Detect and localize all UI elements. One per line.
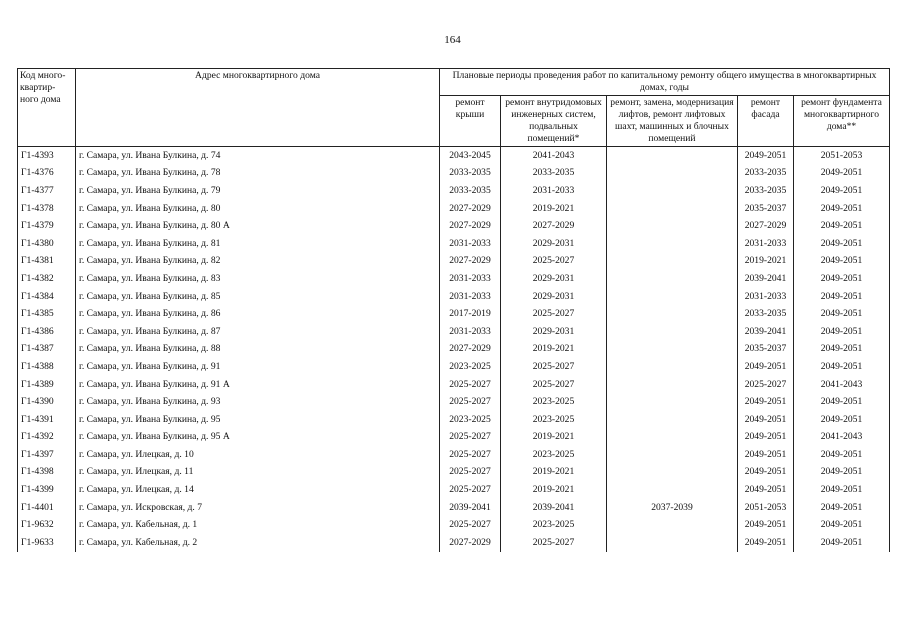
header-code: Код много-квартир-ного дома: [18, 69, 76, 147]
cell-address: г. Самара, ул. Ивана Булкина, д. 91 А: [76, 376, 440, 394]
table-row: [18, 253, 890, 271]
cell-foundation: 2049-2051: [794, 305, 890, 323]
cell-foundation: 2049-2051: [794, 165, 890, 183]
cell-address: г. Самара, ул. Кабельная, д. 1: [76, 516, 440, 534]
cell-roof: 2027-2029: [440, 253, 501, 271]
table-row: [18, 446, 890, 464]
cell-foundation: 2049-2051: [794, 200, 890, 218]
cell-code: Г1-4380: [18, 235, 76, 253]
cell-engineering: 2033-2035: [501, 165, 607, 183]
cell-address: г. Самара, ул. Ивана Булкина, д. 78: [76, 165, 440, 183]
cell-address: г. Самара, ул. Ивана Булкина, д. 95: [76, 411, 440, 429]
table-row: [18, 376, 890, 394]
cell-code: Г1-9632: [18, 516, 76, 534]
header-engineering: ремонт внутридомовых инженерных систем, подвальных помещений*: [501, 96, 607, 147]
table-header: [18, 69, 890, 147]
cell-elevators: [607, 165, 738, 183]
cell-roof: 2039-2041: [440, 499, 501, 517]
cell-engineering: 2041-2043: [501, 147, 607, 165]
cell-facade: 2049-2051: [738, 429, 794, 447]
table-row: [18, 393, 890, 411]
cell-code: Г1-4386: [18, 323, 76, 341]
cell-facade: 2033-2035: [738, 165, 794, 183]
cell-roof: 2027-2029: [440, 200, 501, 218]
cell-code: Г1-4401: [18, 499, 76, 517]
cell-code: Г1-4385: [18, 305, 76, 323]
cell-roof: 2027-2029: [440, 341, 501, 359]
cell-elevators: [607, 235, 738, 253]
cell-roof: 2017-2019: [440, 305, 501, 323]
cell-engineering: 2023-2025: [501, 393, 607, 411]
cell-code: Г1-4384: [18, 288, 76, 306]
cell-code: Г1-4399: [18, 481, 76, 499]
cell-elevators: [607, 358, 738, 376]
table-row: [18, 429, 890, 447]
cell-engineering: 2029-2031: [501, 270, 607, 288]
cell-foundation: 2049-2051: [794, 182, 890, 200]
cell-roof: 2031-2033: [440, 235, 501, 253]
table-row: [18, 411, 890, 429]
cell-facade: 2031-2033: [738, 235, 794, 253]
cell-roof: 2031-2033: [440, 323, 501, 341]
header-address: Адрес многоквартирного дома: [76, 69, 440, 147]
cell-facade: 2035-2037: [738, 200, 794, 218]
cell-foundation: 2049-2051: [794, 481, 890, 499]
cell-facade: 2039-2041: [738, 323, 794, 341]
cell-code: Г1-4388: [18, 358, 76, 376]
cell-engineering: 2025-2027: [501, 534, 607, 552]
cell-roof: 2025-2027: [440, 464, 501, 482]
cell-engineering: 2023-2025: [501, 516, 607, 534]
cell-address: г. Самара, ул. Ивана Булкина, д. 80: [76, 200, 440, 218]
cell-address: г. Самара, ул. Ивана Булкина, д. 91: [76, 358, 440, 376]
table-row: [18, 481, 890, 499]
cell-facade: 2025-2027: [738, 376, 794, 394]
cell-elevators: [607, 446, 738, 464]
cell-elevators: [607, 270, 738, 288]
cell-engineering: 2019-2021: [501, 341, 607, 359]
cell-facade: 2049-2051: [738, 393, 794, 411]
cell-address: г. Самара, ул. Ивана Булкина, д. 86: [76, 305, 440, 323]
repair-schedule-table: [17, 68, 890, 552]
cell-code: Г1-4398: [18, 464, 76, 482]
table-row: [18, 165, 890, 183]
cell-roof: 2027-2029: [440, 217, 501, 235]
cell-roof: 2025-2027: [440, 429, 501, 447]
cell-elevators: [607, 411, 738, 429]
cell-elevators: [607, 288, 738, 306]
cell-foundation: 2049-2051: [794, 288, 890, 306]
cell-elevators: [607, 516, 738, 534]
cell-facade: 2049-2051: [738, 481, 794, 499]
cell-elevators: 2037-2039: [607, 499, 738, 517]
cell-engineering: 2019-2021: [501, 429, 607, 447]
cell-address: г. Самара, ул. Кабельная, д. 2: [76, 534, 440, 552]
table-row: [18, 516, 890, 534]
cell-address: г. Самара, ул. Илецкая, д. 10: [76, 446, 440, 464]
cell-facade: 2039-2041: [738, 270, 794, 288]
cell-elevators: [607, 464, 738, 482]
cell-address: г. Самара, ул. Ивана Булкина, д. 81: [76, 235, 440, 253]
cell-roof: 2033-2035: [440, 182, 501, 200]
page-number: 164: [444, 34, 461, 46]
cell-foundation: 2049-2051: [794, 446, 890, 464]
cell-foundation: 2041-2043: [794, 376, 890, 394]
table-row: [18, 147, 890, 165]
cell-roof: 2025-2027: [440, 446, 501, 464]
cell-address: г. Самара, ул. Ивана Булкина, д. 95 А: [76, 429, 440, 447]
cell-facade: 2049-2051: [738, 411, 794, 429]
cell-foundation: 2049-2051: [794, 358, 890, 376]
table-row: [18, 235, 890, 253]
cell-engineering: 2025-2027: [501, 358, 607, 376]
cell-facade: 2033-2035: [738, 305, 794, 323]
cell-address: г. Самара, ул. Ивана Булкина, д. 79: [76, 182, 440, 200]
cell-facade: 2019-2021: [738, 253, 794, 271]
cell-engineering: 2025-2027: [501, 253, 607, 271]
cell-engineering: 2029-2031: [501, 235, 607, 253]
cell-elevators: [607, 534, 738, 552]
cell-foundation: 2049-2051: [794, 323, 890, 341]
cell-roof: 2025-2027: [440, 376, 501, 394]
cell-facade: 2049-2051: [738, 464, 794, 482]
cell-code: Г1-4379: [18, 217, 76, 235]
cell-address: г. Самара, ул. Ивана Булкина, д. 83: [76, 270, 440, 288]
table-row: [18, 534, 890, 552]
cell-code: Г1-4392: [18, 429, 76, 447]
cell-roof: 2043-2045: [440, 147, 501, 165]
cell-roof: 2025-2027: [440, 516, 501, 534]
cell-elevators: [607, 481, 738, 499]
table-row: [18, 270, 890, 288]
cell-engineering: 2023-2025: [501, 411, 607, 429]
cell-elevators: [607, 429, 738, 447]
cell-engineering: 2019-2021: [501, 200, 607, 218]
cell-roof: 2031-2033: [440, 270, 501, 288]
cell-address: г. Самара, ул. Ивана Булкина, д. 80 А: [76, 217, 440, 235]
cell-code: Г1-4377: [18, 182, 76, 200]
table-row: [18, 499, 890, 517]
cell-elevators: [607, 341, 738, 359]
table-row: [18, 341, 890, 359]
cell-engineering: 2025-2027: [501, 376, 607, 394]
cell-elevators: [607, 200, 738, 218]
cell-foundation: 2049-2051: [794, 253, 890, 271]
header-roof: ремонт крыши: [440, 96, 501, 147]
header-facade: ремонт фасада: [738, 96, 794, 147]
cell-foundation: 2049-2051: [794, 341, 890, 359]
cell-roof: 2025-2027: [440, 393, 501, 411]
cell-foundation: 2049-2051: [794, 464, 890, 482]
cell-elevators: [607, 182, 738, 200]
cell-facade: 2049-2051: [738, 147, 794, 165]
cell-elevators: [607, 147, 738, 165]
cell-code: Г1-4382: [18, 270, 76, 288]
cell-code: Г1-4397: [18, 446, 76, 464]
cell-roof: 2031-2033: [440, 288, 501, 306]
cell-roof: 2025-2027: [440, 481, 501, 499]
cell-foundation: 2049-2051: [794, 534, 890, 552]
header-foundation: ремонт фундамента многоквартирного дома**: [794, 96, 890, 147]
cell-code: Г1-4381: [18, 253, 76, 271]
cell-engineering: 2023-2025: [501, 446, 607, 464]
cell-elevators: [607, 217, 738, 235]
cell-roof: 2023-2025: [440, 411, 501, 429]
cell-foundation: 2049-2051: [794, 499, 890, 517]
cell-foundation: 2049-2051: [794, 516, 890, 534]
cell-engineering: 2029-2031: [501, 323, 607, 341]
cell-address: г. Самара, ул. Ивана Булкина, д. 88: [76, 341, 440, 359]
table-row: [18, 182, 890, 200]
cell-foundation: 2051-2053: [794, 147, 890, 165]
table-row: [18, 305, 890, 323]
cell-facade: 2035-2037: [738, 341, 794, 359]
table-row: [18, 358, 890, 376]
cell-address: г. Самара, ул. Ивана Булкина, д. 74: [76, 147, 440, 165]
cell-engineering: 2027-2029: [501, 217, 607, 235]
cell-engineering: 2025-2027: [501, 305, 607, 323]
cell-facade: 2051-2053: [738, 499, 794, 517]
cell-address: г. Самара, ул. Ивана Булкина, д. 93: [76, 393, 440, 411]
cell-facade: 2031-2033: [738, 288, 794, 306]
cell-code: Г1-4393: [18, 147, 76, 165]
cell-code: Г1-4376: [18, 165, 76, 183]
table-row: [18, 200, 890, 218]
cell-foundation: 2049-2051: [794, 235, 890, 253]
cell-foundation: 2049-2051: [794, 411, 890, 429]
cell-engineering: 2031-2033: [501, 182, 607, 200]
cell-engineering: 2029-2031: [501, 288, 607, 306]
cell-facade: 2049-2051: [738, 516, 794, 534]
cell-elevators: [607, 323, 738, 341]
cell-roof: 2023-2025: [440, 358, 501, 376]
cell-code: Г1-4387: [18, 341, 76, 359]
header-periods-group: Плановые периоды проведения работ по капитальному ремонту общего имущества в многоквартирных домах, годы: [440, 69, 890, 96]
table-row: [18, 288, 890, 306]
table-row: [18, 217, 890, 235]
cell-facade: 2049-2051: [738, 534, 794, 552]
cell-elevators: [607, 305, 738, 323]
cell-elevators: [607, 253, 738, 271]
cell-address: г. Самара, ул. Илецкая, д. 14: [76, 481, 440, 499]
cell-address: г. Самара, ул. Искровская, д. 7: [76, 499, 440, 517]
cell-code: Г1-9633: [18, 534, 76, 552]
cell-foundation: 2049-2051: [794, 217, 890, 235]
cell-foundation: 2041-2043: [794, 429, 890, 447]
cell-facade: 2049-2051: [738, 446, 794, 464]
cell-elevators: [607, 393, 738, 411]
cell-foundation: 2049-2051: [794, 270, 890, 288]
cell-engineering: 2019-2021: [501, 464, 607, 482]
cell-address: г. Самара, ул. Илецкая, д. 11: [76, 464, 440, 482]
cell-roof: 2027-2029: [440, 534, 501, 552]
cell-engineering: 2039-2041: [501, 499, 607, 517]
cell-address: г. Самара, ул. Ивана Булкина, д. 87: [76, 323, 440, 341]
cell-facade: 2027-2029: [738, 217, 794, 235]
cell-facade: 2049-2051: [738, 358, 794, 376]
header-elevators: ремонт, замена, модернизация лифтов, ремонт лифтовых шахт, машинных и блочных помещений: [607, 96, 738, 147]
table-row: [18, 323, 890, 341]
table-row: [18, 464, 890, 482]
cell-engineering: 2019-2021: [501, 481, 607, 499]
cell-code: Г1-4391: [18, 411, 76, 429]
cell-roof: 2033-2035: [440, 165, 501, 183]
cell-address: г. Самара, ул. Ивана Булкина, д. 85: [76, 288, 440, 306]
cell-foundation: 2049-2051: [794, 393, 890, 411]
cell-code: Г1-4389: [18, 376, 76, 394]
cell-code: Г1-4378: [18, 200, 76, 218]
cell-code: Г1-4390: [18, 393, 76, 411]
cell-address: г. Самара, ул. Ивана Булкина, д. 82: [76, 253, 440, 271]
cell-elevators: [607, 376, 738, 394]
table-body: [18, 147, 890, 552]
cell-facade: 2033-2035: [738, 182, 794, 200]
